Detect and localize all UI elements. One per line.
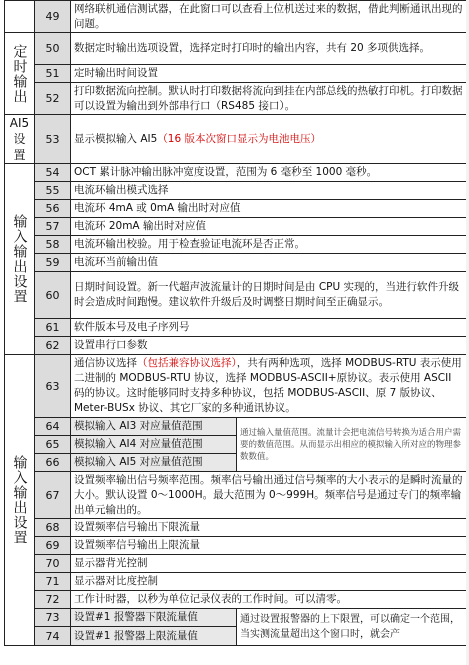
row-number: 56	[35, 200, 71, 218]
row-description: 软件版本号及电子序列号	[71, 319, 467, 337]
table-row	[5, 555, 467, 573]
table-row	[5, 519, 467, 537]
row-number: 72	[35, 591, 71, 609]
row-description: 设置#1 报警器下限流量值	[71, 609, 237, 627]
row-description: 设置频率信号输出下限流量	[71, 519, 467, 537]
row-description: 设置#1 报警器上限流量值	[71, 627, 237, 646]
row-description: 模拟输入 AI5 对应量值范围	[71, 454, 237, 472]
row-number: 67	[35, 472, 71, 519]
table-row	[5, 337, 467, 355]
category-ai5-setting: AI5 设置	[5, 115, 35, 164]
row-description-text: 显示模拟输入 AI5	[74, 132, 158, 145]
row-description: 模拟输入 AI3 对应量值范围	[71, 418, 237, 436]
table-row	[5, 272, 467, 319]
row-number: 58	[35, 236, 71, 254]
row-description: 电流环当前输出值	[71, 254, 467, 272]
table-row	[5, 609, 467, 627]
row-description: 模拟输入 AI4 对应量值范围	[71, 436, 237, 454]
row-description: 网络联机通信测试器，在此窗口可以查看上位机送过来的数据，借此判断通讯出现的问题。	[71, 1, 467, 33]
alarm-note: 通过设置报警器的上下限置，可以确定一个范围，当实测流量超出这个窗口时，就会产	[237, 609, 467, 646]
table-row	[5, 200, 467, 218]
row-description: 工作计时器，以秒为单位记录仪表的工作时间。可以清零。	[71, 591, 467, 609]
table-row	[5, 591, 467, 609]
table-row	[5, 115, 467, 164]
category-io-setting: 输入输出设置	[5, 164, 35, 355]
row-number: 69	[35, 537, 71, 555]
row-number: 63	[35, 355, 71, 418]
row-description: 电流环输出校验。用于检查验证电流环是否正常。	[71, 236, 467, 254]
row-number: 64	[35, 418, 71, 436]
row-description: 电流环 4mA 或 0mA 输出时对应值	[71, 200, 467, 218]
row-number: 57	[35, 218, 71, 236]
table-row	[5, 33, 467, 65]
row-number: 61	[35, 319, 71, 337]
row-description: 显示器对比度控制	[71, 573, 467, 591]
row-description-highlight: （16 版本次窗口显示为电池电压）	[157, 132, 322, 145]
row-description-text: ，共有两种选项，选择 MODBUS-RTU 表示使用二进制的 MODBUS-RTU 协议，选择 MODBUS-ASCII+原协议。表示使用 ASCII 码的协议。这时能够同时支持多种协议，包括 MODBUS-ASCII、原 7 版协议、Meter-BUSx 协议、其它厂家的多种通讯协议。	[74, 357, 462, 414]
row-number: 74	[35, 627, 71, 646]
ai-range-note: 通过输入量值范围。流量计会把电流信号转换为适合用户需要的数值范围。从而显示出相应的模拟输入所对应的物理参数数值。	[237, 418, 467, 472]
row-number: 71	[35, 573, 71, 591]
table-row	[5, 1, 467, 33]
table-row	[5, 218, 467, 236]
row-number: 52	[35, 83, 71, 115]
row-number: 73	[35, 609, 71, 627]
row-description-highlight: （包括兼容协议选择）	[137, 357, 237, 369]
row-description: 定时输出时间设置	[71, 65, 467, 83]
row-number: 50	[35, 33, 71, 65]
row-number: 70	[35, 555, 71, 573]
row-number: 55	[35, 182, 71, 200]
row-number: 49	[35, 1, 71, 33]
row-number: 60	[35, 272, 71, 319]
row-description: 设置频率信号输出上限流量	[71, 537, 467, 555]
category-timed-output: 定时输出	[5, 33, 35, 115]
row-number: 68	[35, 519, 71, 537]
row-number: 65	[35, 436, 71, 454]
table-row	[5, 83, 467, 115]
table-row	[5, 254, 467, 272]
row-description: 日期时间设置。新一代超声波流量计的日期时间是由 CPU 实现的，当进行软件升级时会造成时间跑慢。建议软件升级后及时调整日期时间至正确显示。	[71, 272, 467, 319]
category-cell-empty	[5, 1, 35, 33]
row-number: 59	[35, 254, 71, 272]
menu-window-table	[4, 0, 467, 646]
row-number: 66	[35, 454, 71, 472]
row-number: 51	[35, 65, 71, 83]
row-description: 设置频率输出信号频率范围。频率信号输出通过信号频率的大小表示的是瞬时流量的大小。默认设置 0～1000H。最大范围为 0～999H。频率信号是通过专门的频率输出单元输出的。	[71, 472, 467, 519]
table-row	[5, 573, 467, 591]
row-description: 显示器背光控制	[71, 555, 467, 573]
row-description	[71, 115, 467, 164]
table-row	[5, 236, 467, 254]
row-description: 电流环 20mA 输出时对应值	[71, 218, 467, 236]
table-row	[5, 65, 467, 83]
table-row	[5, 472, 467, 519]
row-description: 数据定时输出选项设置，选择定时打印时的输出内容，共有 20 多项供选择。	[71, 33, 467, 65]
row-number: 54	[35, 164, 71, 182]
table-row	[5, 164, 467, 182]
row-description: 打印数据流向控制。默认时打印数据将流向到挂在内部总线的热敏打印机。打印数据可以设置为输出到外部串行口（RS485 接口）。	[71, 83, 467, 115]
table-row	[5, 355, 467, 418]
row-description	[71, 355, 467, 418]
category-io-setting: 输入输出设置	[5, 355, 35, 646]
row-number: 53	[35, 115, 71, 164]
row-description: 设置串行口参数	[71, 337, 467, 355]
row-number: 62	[35, 337, 71, 355]
row-description: OCT 累计脉冲输出脉冲宽度设置，范围为 6 毫秒至 1000 毫秒。	[71, 164, 467, 182]
table-row	[5, 537, 467, 555]
table-row	[5, 319, 467, 337]
row-description-text: 通信协议选择	[74, 357, 137, 369]
table-row	[5, 182, 467, 200]
row-description: 电流环输出模式选择	[71, 182, 467, 200]
table-row	[5, 418, 467, 436]
